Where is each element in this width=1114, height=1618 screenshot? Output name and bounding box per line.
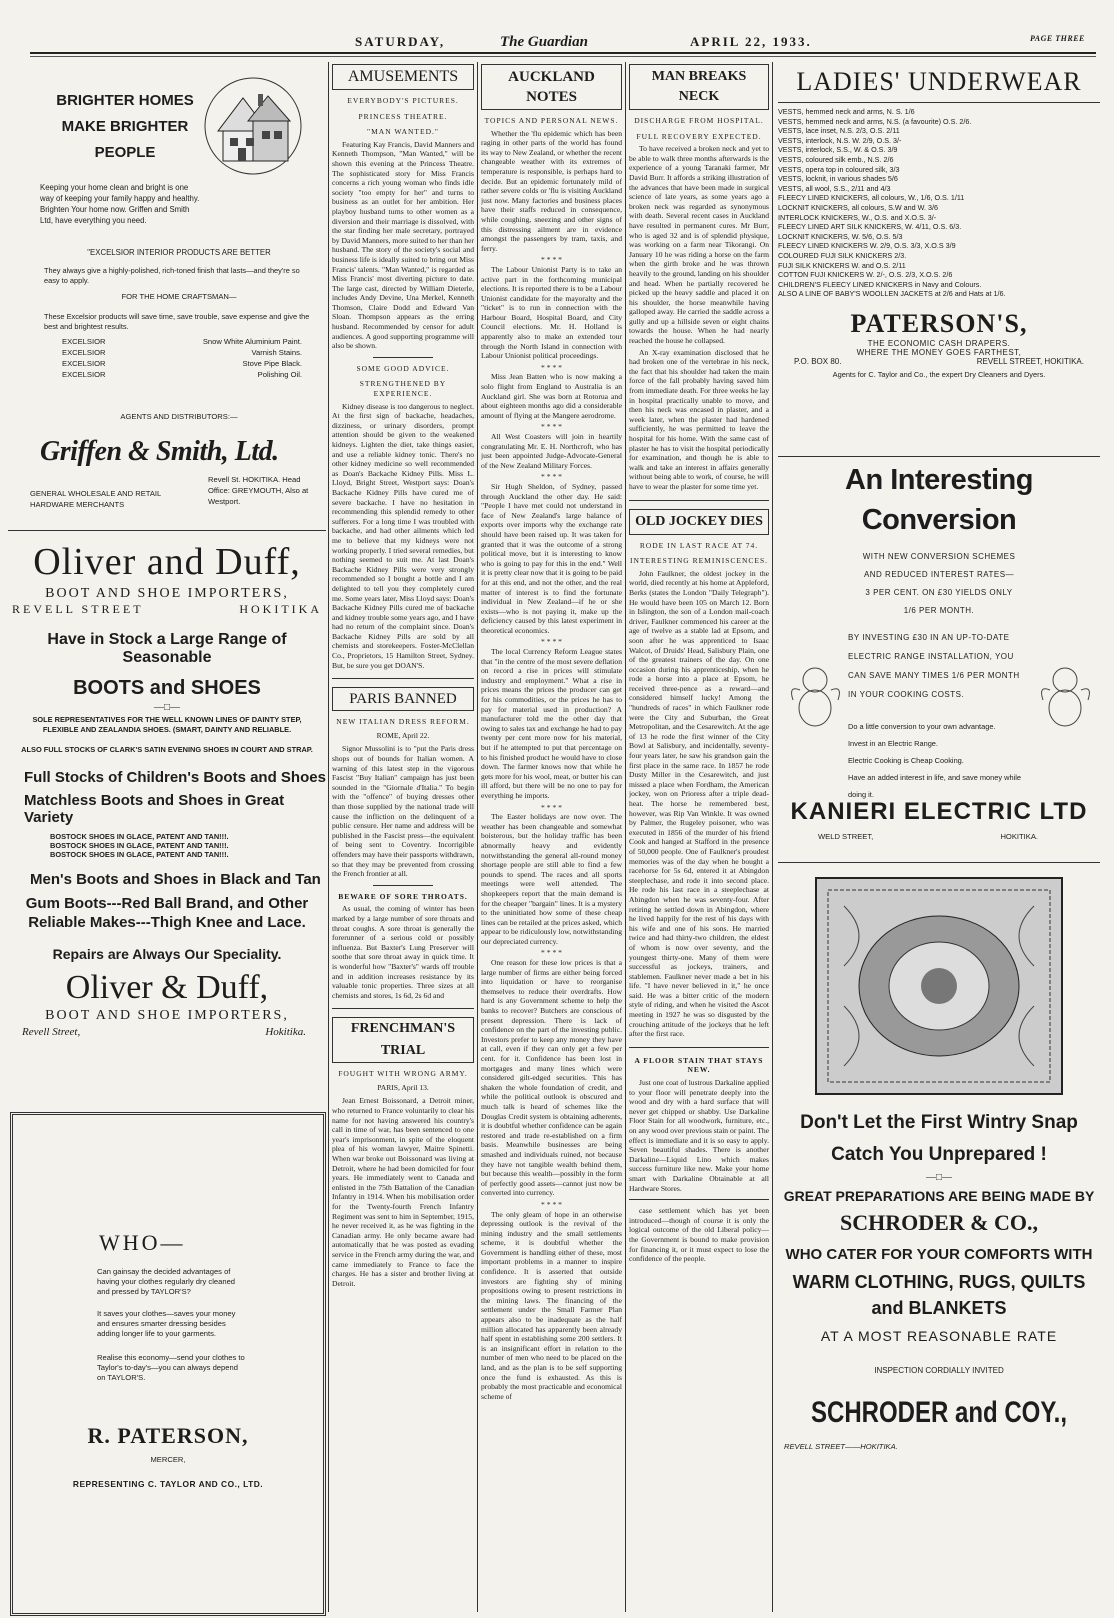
ad-line: Have an added interest in life, and save money while doing it. (848, 773, 1021, 799)
masthead-day: SATURDAY, (355, 34, 446, 49)
article-body: Featuring Kay Francis, David Manners and Kenneth Thompson, "Man Wanted," will be shown this evening at the Princess Theatre. The sophisticated story for Miss Francis concerns a rich young woman who finds idle society "too empty for her" and turns to business as an outlet for her ambition. Her playboy husband turns to other women as a diversion and their marriage is dissolved, with the star finding her male secretary, portrayed by David Manners, more suited to her than her husband. The story of the society's social and business life is ideally suited to bring out Miss Francis' talents. "Man Wanted," is regarded as Miss Francis' most diverting picture to date. The large cast, directed by William Dieterle, includes Andy Devine, Una Merkel, Kenneth Thomson, Claire Dodd and Edward Van Sloan. Thompson appears as the erring husband. Recommended by censor for adult audiences. A good supporting programme will also be shown. (332, 139, 474, 351)
ad-headline-5: WARM CLOTHING, RUGS, QUILTS (792, 1272, 1086, 1292)
price-list (778, 107, 1100, 299)
ad-line: Electric Cooking is Cheap Cooking. (848, 756, 964, 765)
article-body: Whether the 'flu epidemic which has been raging in other parts of the world has found its way to New Zealand, or whether the recent changeable weather with its extremes of temperature is responsible, is perhaps hard to decide. But an epidemic fortunately mild of rather severe colds or 'flu is visiting Auckland just now. Many factories and business places have their staffs reduced in consequence, while coughing, sneezing and other signs of this distressing ailment are in evidence amongst the passengers by tram, taxis, and ferry. (481, 128, 622, 253)
article-heading: BEWARE OF SORE THROATS. (338, 891, 468, 901)
article-heading: A FLOOR STAIN THAT STAYS NEW. (634, 1055, 764, 1075)
article-heading: AMUSEMENTS (332, 64, 474, 90)
article-sub: INTERESTING REMINISCENCES. (629, 556, 769, 566)
product-list (62, 336, 302, 380)
article-sub: FULL RECOVERY EXPECTED. (636, 131, 762, 141)
ad-headline-1: BRIGHTER HOMES (56, 92, 194, 109)
product-row: EXCELSIOR Stove Pipe Black. (62, 359, 302, 368)
ad-headline-3: PEOPLE (94, 144, 156, 161)
ad-griffen-smith (30, 70, 320, 520)
list-item: VESTS, interlock, S.S., W. & O.S. 3/9 (778, 145, 898, 155)
firm-tag-2: WHERE THE MONEY GOES FARTHEST, (856, 347, 1022, 357)
ad-line: 1/6 PER MONTH. (903, 606, 975, 615)
list-item: LOCKNIT KNICKERS, all colours, S.W and W. 3/6 (778, 202, 939, 212)
product-row: EXCELSIOR Polishing Oil. (62, 370, 302, 379)
list-item: LOCKNIT KNICKERS, W. 5/6, O.S. 5/3 (778, 231, 903, 241)
firm-rep: REPRESENTING C. TAYLOR AND CO., LTD. (72, 1479, 264, 1489)
ad-oliver-duff (8, 540, 326, 1100)
firm-street: REVELL STREET (12, 602, 144, 616)
list-item: FLEECY LINED KNICKERS, all colours, W., 1/6, O.S. 1/11 (778, 193, 965, 203)
list-item: VESTS, hemmed neck and arms, N.S. (a favourite) O.S. 2/6. (778, 116, 972, 126)
mens-line: Men's Boots and Shoes in Black and Tan (30, 871, 321, 888)
bostock-line: BOSTOCK SHOES IN GLACE, PATENT AND TAN!!!. (50, 832, 229, 841)
ad-sub-left: GENERAL WHOLESALE AND RETAIL HARDWARE MERCHANTS (30, 489, 161, 509)
article-body: The Easter holidays are now over. The weather has been changeable and somewhat boisterous, but the holiday traffic has been abnormally heavy and evidently notwithstanding the general all-round money shortage people are still able to find a few pounds to spend. The races and all sports meetings were well attended. The shopkeepers report that the main demand is for the cheaper "bargain" lines. It is a mystery to the uninitiated how some of these cheap lines can be retailed at the prices asked, which appear to be ridiculously low, notwithstanding our depreciated currency. (481, 812, 622, 946)
list-item: CHILDREN'S FLEECY LINED KNICKERS in Navy and Colours. (778, 279, 982, 289)
ad-headline-6: and BLANKETS (871, 1298, 1007, 1318)
article-body: As usual, the coming of winter has been marked by a large number of sore throats and throat coughs. A sore throat is generally the forerunner of a serious cold or possibly influenza. But Baxter's Lung Preserver will soothe that sore throat away in quick time. It is wonderful how "Baxter's" wards off trouble and in addition increases resistance by its valuable tonic properties. Three sizes at all chemists and stores, 1s 6d, 2s 6d and (332, 904, 474, 1000)
ad-line: 3 PER CENT. ON £30 YIELDS ONLY (865, 588, 1013, 597)
list-item: INTERLOCK KNICKERS, W., O.S. and X.O.S. 3/- (778, 212, 937, 222)
ad-body-2: These Excelsior products will save time, save trouble, save expense and give the best and brightest results. (44, 312, 310, 331)
ad-headline-2: Catch You Unprepared ! (831, 1144, 1047, 1165)
list-item: VESTS, lace inset, N.S. 2/3, O.S. 2/11 (778, 126, 900, 136)
article-body: Kidney disease is too dangerous to neglect. At the first sign of backache, headaches, dizziness, or urinary disorders, prompt attention should be given to the weakened kidneys. Lighten the diet, take things easier, and use a reliable kidney tonic. There's no other kidney medicine so well recommended as Doan's Backache Kidney Pills. Miss L. Lloyd, Bright Street, Westport says: Doan's Backache Kidney Pills have cured me of severe backache. I have no hesitation in recommending this splendid remedy to other sufferers. For a long time I was troubled with backache, and had other ailments which led me to believe that my kidneys were not working properly. I tried several remedies, but nothing seemed to suit me. At last Doan's Backache Kidney Pills were very strongly recommended so I bought a bottle and I am delighted to tell you they completely cured me. Some years later, Miss Lloyd says: Doan's Backache Kidney Pills cured me of backache and kidney trouble some years ago, and I have had no return of the complaint since. Doan's Backache Kidney Pills are sold by all chemists and storekeepers. Foster-McClellan Co., Proprietors, 15 Hamilton Street, Sydney. But, be sure you get DOAN'S. (332, 401, 474, 670)
article-heading: FRENCHMAN'S TRIAL (332, 1017, 474, 1063)
article-body: John Faulkner, the oldest jockey in the world, died recently at his home at Appleford, Berks (states the London "Daily Telegraph"). He would have been 105 on March 12. Born in Islington, the son of a London mail-coach driver, Faulkner commenced his career at the age of twelve as a stable lad at Epsom, and soon after he was apprenticed to Isaac Walcot, of Druids' Head, Salisbury Plain, one of the greatest trainers of the day. On one occasion during his apprenticeship, when he rode a horse into a place at Epsom, he received three-pence as a reward—and considered himself lucky! Among the "hundreds of races" in which Faulkner rode were the City and Suburban, the Great Metropolitan, and the Cesarewitch. At the age of 13 he rode the first winner of the City Bowl at Salisbury, and incidentally, seventy-four years later, he saw his grandson gain the first place in the same race. In 1857 he rode Dusty Miller in the Cesarewitch, and just missed a place when Fordham, the American jockey, won on Prioress after a triple dead-heat. The horse he remembered best, however, was Rip Van Winkle. It was owned by Palmer, the Rugeley poisoner, who was executed in 1856 of the murder of his friend Cook and hanged at Stafford in the presence of 50,000 people. One of Faulkner's proudest memories was of the day when he bought a racehorse for 5s 6d, entered it at Abingdon steeplechase, and rode it into second place. He rode his last race in a steeplechase at Abingdon when he was seventy-four. After retiring he settled down in Abingdon, where he lived happily for the rest of his days with his wife and one of his sons. He married twice and had thirty-two children, the eldest of whom is now over seventy, and the youngest thirty-one. Many of them were successful as jockeys, trainers, and stablemen. Faulkner never made a bet in his life. "I have never believed in it," he once said. He was a bitter critic of the modern style of riding, and when he visited the Ascot meeting in 1927 he was so disgusted by the crouching attitude of the jockeys that he left after the first race. (629, 568, 769, 1039)
ad-r-paterson (10, 1112, 326, 1616)
column-amusements (332, 64, 474, 1610)
article-body: Jean Ernest Boissonard, a Detroit miner, who returned to France voluntarily to clear his name for not having answered his country's call in time of war, has been sentenced to one year's imprisonment, in spite of the eloquent plea of his woman lawyer, Maitre Spinetti. When war broke out Boissonard was living at Detroit, where he had been domiciled for four years. He immediately went to Canada and enlisted in the 75th Battalion of the Canadian Infantry in 1914. When his mobilisation order for the Twenty-fourth French Infantry Regiment was sent to him in September, 1915, he never received it, as he was fighting in the Canadian army. He only became aware had automatically that he was posted as evading service in the French army during the war, and came immediately to France to face the charges. He has a sister and brother living at Detroit. (332, 1096, 474, 1288)
article-heading: SOME GOOD ADVICE. (356, 363, 450, 373)
ad-body-1: They always give a highly-polished, rich-toned finish that lasts—and they're so easy to apply. (44, 266, 300, 285)
article-heading: AUCKLAND NOTES (481, 64, 622, 110)
article-body: An X-ray examination disclosed that he had broken one of the vertebrae in his neck, the fact that his shoulder had taken the main force of the fall probably having saved him from immediate death. For three weeks he lay in hospital practically unable to move, and then his neck was encased in plaster, and a week later, when the plaster had hardened sufficiently, he was permitted to leave the hospital for his home. With the same cast of plaster he has to visit the hospital periodically for examination, and though he is able to walk and take an interest in affairs generally without being able to work, of course, he will have to wear the plaster for some time yet. (629, 347, 769, 491)
firm-town-2: Hokitika. (265, 1026, 306, 1038)
cherub-illustration (788, 660, 843, 730)
also-line: ALSO FULL STOCKS OF CLARK'S SATIN EVENING SHOES IN COURT AND STRAP. (21, 745, 313, 754)
article-body: Sir Hugh Sheldon, of Sydney, passed through Auckland the other day. He said: "People I have met could not understand in face of New Zealand's large balance of exports over imports why the exchange rate should have been raised up. It was taken for granted that it was the outcome of a strong political move, but it is interesting to know who is going to pay for this in the end." Well it is pretty clear now that it is going to be paid for at this end, and not the other, and the real matter of interest is to find the fortunate individual in New Zealand—if he or she exists—who is not paying it, make up the deficiency caused by this latest experiment in theoretical economics. (481, 481, 622, 635)
article-heading: OLD JOCKEY DIES (629, 509, 769, 535)
stock-line: Have in Stock a Large Range of Seasonable (47, 631, 287, 666)
ornament: —□— (153, 702, 181, 713)
bostock-line: BOSTOCK SHOES IN GLACE, PATENT AND TAN!!!. (50, 850, 229, 859)
article-body: The only gleam of hope in an otherwise depressing outlook is the revival of the mining industry and the small settlements scheme, it is doubtful whether the Government is handling either of these, most important problems in a manner to inspire confidence. It is asserted that outside investors are fighting shy of mining propositions owing to present restrictions in the mining laws. The financing of the settlement under the Small Farmer Plan appears also to be inadequate as the half million allocated has apparently been already half spent in establishing some 200 settlers. It is an insignificant effort in relation to the number of men who need to be placed on the land, and as the plan is to be self supporting once the fund is exhausted. As this is probably the most practicable and economical scheme of (481, 1209, 622, 1401)
who-question: Can gainsay the decided advantages of having your clothes regularly dry cleaned and pressed by TAYLOR'S? (97, 1267, 236, 1296)
who-para-2: It saves your clothes—saves your money and ensures smarter dressing besides adding longer life to your garments. (97, 1309, 236, 1338)
sole-reps: SOLE REPRESENTATIVES FOR THE WELL KNOWN LINES OF DAINTY STEP, FLEXIBLE AND ZEALANDIA SHOES. (SMART, DAINTY AND RELIABLE. (32, 715, 302, 734)
article-body: The Labour Unionist Party is to take an active part in the forthcoming municipal elections. It is reported there is to be a Labour Unionist candidate for the mayoralty and the "ticket" is to run in connection with the Harbour Board, Hospital Board, and City Council elections. Mr. H. Holland is apparently also to make an extended tour through the North Island in connection with Labour Unionist political proceedings. (481, 264, 622, 361)
ad-kanieri-electric (778, 460, 1100, 860)
firm-trade: BOOT AND SHOE IMPORTERS, (45, 586, 289, 601)
article-sub: "MAN WANTED." (367, 127, 439, 137)
repairs-line: Repairs are Always Our Speciality. (52, 946, 282, 962)
cherub-illustration (1038, 660, 1093, 730)
firm-street: REVELL STREET——HOKITIKA. (784, 1442, 898, 1451)
product-row: EXCELSIOR Snow White Aluminium Paint. (62, 337, 302, 346)
article-body: case settlement which has yet been introduced—though of course it is only the logical outcome of the old Liberal policy—the Government is bound to make provision for financing it, or it must expect to lose the confidence of the people. (629, 1206, 769, 1264)
blanket-illustration (814, 876, 1064, 1096)
article-body: To have received a broken neck and yet to be able to walk three months afterwards is the experience of a young Taranaki farmer, Mr David Burr. It affords a striking illustration of the advances that have been made in surgical science of late years, as some years ago a broken neck was regarded as synonymous with death. Several recent cases in Auckland have resulted in permanent cures. Mr Burr, who is aged 32 and is of splendid physique, was working on a farm near Tikorangi. On January 10 he was riding a horse on the farm when the girth broke and he was thrown heavily to the ground, landing on his shoulder and head. When he partially recovered he picked up the heavy saddle and placed it on his shoulder, the horse meanwhile having galloped away. He carried the saddle across a gully and up a hillside seven or eight chains towards the house. When he had nearly reached the house he collapsed. (629, 144, 769, 346)
article-sub: EVERYBODY'S PICTURES. (347, 96, 459, 105)
boots-line: BOOTS and SHOES (73, 677, 261, 699)
article-sub: FOUGHT WITH WRONG ARMY. (338, 1069, 468, 1079)
firm-tag-1: THE ECONOMIC CASH DRAPERS. (867, 338, 1011, 348)
article-dateline: ROME, April 22. (376, 730, 430, 740)
list-item: VESTS, all wool, S.S., 2/11 and 4/3 (778, 183, 891, 193)
firm-box: P.O. BOX 80. (794, 356, 842, 366)
firm-town: HOKITIKA (239, 602, 322, 616)
gum-line: Gum Boots---Red Ball Brand, and Other Reliable Makes---Thigh Knee and Lace. (25, 895, 309, 931)
ad-paterson-drapers (778, 64, 1100, 454)
article-body: All West Coasters will join in heartily congratulating Mr. E. H. Northcroft, who has just been appointed Judge-Advocate-General of the New Zealand Military Forces. (481, 432, 622, 470)
list-item: FLEECY LINED KNICKERS W. 2/9, O.S. 3/3, X.O.S 3/9 (778, 241, 956, 251)
ornament: —□— (925, 1172, 953, 1183)
masthead-page: PAGE THREE (1030, 34, 1085, 43)
list-item: VESTS, opera top in coloured silk, 3/3 (778, 164, 900, 174)
firm-town: HOKITIKA. (1000, 832, 1038, 841)
masthead-title: The Guardian (500, 34, 588, 50)
firm-name-2: SCHRODER and COY., (810, 1396, 1068, 1429)
article-sub: DISCHARGE FROM HOSPITAL. (634, 116, 764, 125)
firm-name: Griffen & Smith, Ltd. (40, 436, 279, 467)
ad-headline-3: GREAT PREPARATIONS ARE BEING MADE BY (783, 1188, 1095, 1204)
ad-for: FOR THE HOME CRAFTSMAN— (121, 292, 237, 301)
ad-line: Do a little conversion to your own advantage. (848, 722, 996, 731)
firm-street-2: Revell Street, (22, 1026, 81, 1038)
article-body: One reason for these low prices is that a large number of firms are either being forced into liquidation or have to reorganise themselves to reduce their overdrafts. How hard is any Government scheme to help the banks to recover? Butchers are conscious of present depression. There is lack of confidence on the part of the investing public. Investors prefer to keep any money they have at call, even if they can only get a few per cent. for it. Confidence has been lost in mortgages and many lines which were considered gilt-edged securities. This has shaken the whole foundation of credit, and while the political outlook is obscured and much talk is heard of schemes like the Douglas Credit system is obtaining adherents, it is doubtful whether confidence can be again restored and trade re-established on a firm basis. Meanwhile businesses are being smashed and individuals ruined, not because they have not tangible wealth behind them, but because this wealth—possibly in the form of perfectly good assets—cannot just now be converted into currency. (481, 958, 622, 1198)
firm-name-2: Oliver & Duff, (65, 969, 269, 1006)
matchless-line: Matchless Boots and Shoes in Great Variety (24, 792, 285, 826)
ad-sub-right: Revell St. HOKITIKA. Head Office: GREYMOUTH, Also at Westport. (208, 475, 309, 506)
list-item: FUJI SILK KNICKERS W. and O.S. 2/11 (778, 260, 906, 270)
firm-agents: Agents for C. Taylor and Co., the expert Dry Cleaners and Dyers. (832, 369, 1046, 379)
firm-trade-2: BOOT AND SHOE IMPORTERS, (45, 1008, 289, 1023)
who-heading: WHO— (99, 1230, 186, 1255)
article-sub: TOPICS AND PERSONAL NEWS. (484, 116, 619, 125)
ad-heading: LADIES' UNDERWEAR (778, 64, 1100, 103)
list-item: COTTON FUJI KNICKERS W. 2/-, O.S. 2/3, X.O.S. 2/6 (778, 270, 953, 280)
who-para-3: Realise this economy—send your clothes to Taylor's to-day's—you can always depend on TAYLOR'S. (97, 1353, 245, 1382)
column-auckland: AUCKLAND NOTES TOPICS AND PERSONAL NEWS. Whether the 'flu epidemic which has been raging in other parts of the world has found its way to New Zealand, or whether the recent changeable weather with its extremes of temperature is responsible, is perhaps hard to decide. But an epidemic fortunately mild of rather severe colds or 'flu is visiting Auckland just now. Many factories and business places have their staffs reduced in consequence, while coughing, sneezing and other signs of this distressing ailment are in evidence amongst the passengers by tram, taxis, and ferry. * * * * The Labour Unionist Party is to take an active part in the forthcoming municipal elections. It is reported there is to be a Labour Unionist candidate for the mayoralty and the "ticket" is to run in connection with the Harbour Board, Hospital Board, and City Council elections. Mr. H. Holland is apparently also to make an extended tour through the North Island in connection with Labour Unionist political proceedings. * * * * Miss Jean Batten who is now making a solo flight from England to Australia is an Auckland girl. She was born at Rotorua and about eighteen months ago did a considerable amount of flying at the Mangere aerodrome. * * * * All West Coasters will join in heartily congratulating Mr. E. H. Northcroft, who has just been appointed Judge-Advocate-General of the New Zealand Military Forces. * * * * Sir Hugh Sheldon, of Sydney, passed through Auckland the other day. He said: "People I have met could not understand in face of New Zealand's large balance of exports over imports why the exchange rate should have been raised up. It was taken for granted that it was the outcome of a strong political move, but it is interesting to know who is going to pay for this in the end." Well it is pretty clear now that it is going to be paid for at this end, and not the other, and the real matter of interest is to find the fortunate individual in New Zealand—if he or she exists—who is not paying it, make up the deficiency caused by this latest experiment in theoretical economics. * * * * The local Currency Reform League states that "in the centre of the most severe deflation on record a rise in prices will stimulate industry and employment." What a rise in prices means the prices the producer can get for his commodities, or the prices he has to pay for material used in production? A manufacturer told me the other day that owing to sales tax and exchange he had to pay twenty per cent more now for his material, but if he attempted to put that percentage on to his finished product he would have to close down. The farmer knows now that while he gets more for his wool, meat, or butter his can ill afford, but there will be no one to pay for everything he imports. * * * * The Easter holidays are now over. The weather has been changeable and somewhat boisterous, but the holiday traffic has been abnormally heavy and evidently notwithstanding the general all-round money shortage people are still able to find a few pounds to spend. The races and all sports meetings were well attended. The shopkeepers report that the main demand is for the cheaper "bargain" lines. It is a mystery to the uninitiated how some of these cheap lines can be retailed at the prices asked, which appear to be ridiculously low, notwithstanding our depreciated currency. * * * * One reason for these low prices is that a large number of firms are either being forced into liquidation or have to reorganise themselves to reduce their overdrafts. How hard is any Government scheme to help the banks to recover? Butchers are conscious of present depression. There is lack of confidence on the part of the investing public. Investors prefer to keep any money they have at call, even if they can only get a few per cent. for it. Confidence has been lost in mortgages and many lines which were considered gilt-edged securities. This has shaken the whole foundation of credit, and while the political outlook is obscured and much talk is heard of schemes like the Douglas Credit system is obtaining adherents, it is doubtful whether confidence can be again restored and trade re-established on a firm basis. Meanwhile businesses are being smashed and individuals ruined, not because they have not tangible wealth behind them, but because this wealth—possibly in the form of perfectly good assets—cannot just now be converted into currency. * * * * The only gleam of hope in an otherwise depressing outlook is the revival of the mining industry and the small settlements scheme, it is doubtful whether the Government is handling either of these, most important problems in a manner to inspire confidence. It is asserted that outside investors are fighting shy of mining propositions owing to present restrictions in the mining laws. The financing of the settlement under the Small Farmer Plan appears also to be inadequate as the half million allocated has apparently been already half spent in establishing some 200 settlers. It is an insignificant effort in relation to the number of men who need to be placed on the land, and as the plan is to be self supporting once the fund is exhausted. As this is probably the most practicable and economical scheme of (481, 64, 622, 1610)
list-item: VESTS, locknit, in various shades 5/6 (778, 174, 898, 184)
children-line: Full Stocks of Children's Boots and Shoes (24, 769, 326, 786)
ad-headline-2: MAKE BRIGHTER (61, 118, 189, 135)
list-item: FLEECY LINED ART SILK KNICKERS, W. 4/11, O.S. 6/3. (778, 222, 962, 232)
ad-schroder (778, 866, 1100, 1610)
product-row: EXCELSIOR Varnish Stains. (62, 348, 302, 357)
masthead-date: APRIL 22, 1933. (690, 34, 812, 49)
list-item: ALSO A LINE OF BABY'S WOOLLEN JACKETS at 2/6 and Hats at 1/6. (778, 289, 1006, 299)
ad-inspection: INSPECTION CORDIALLY INVITED (874, 1366, 1004, 1375)
ad-slogan: "EXCELSIOR INTERIOR PRODUCTS ARE BETTER (87, 248, 271, 257)
ad-headline-7: AT A MOST REASONABLE RATE (820, 1328, 1058, 1344)
article-body: Miss Jean Batten who is now making a solo flight from England to Australia is an Auckland girl. She was born at Rotorua and about eighteen months ago did a considerable amount of flying at the Mangere aerodrome. (481, 372, 622, 420)
firm-name: PATERSON'S, (850, 308, 1028, 338)
firm-name: KANIERI ELECTRIC LTD (790, 798, 1088, 825)
column-neck (629, 64, 769, 1610)
house-illustration (198, 76, 308, 176)
article-body: Just one coat of lustrous Darkaline applied to your floor will penetrate deeply into the wood and dry with a hard surface that will never get chipped or shabby. Use Darkaline Floor Stain for all woodwork, furniture, etc., on any wood over previous stain or paint. The effect is immediate and it is so easy to apply. Seven beautiful shades. There is another Darkaline—Liquid Lino which makes success furniture like new. Make your home smart with Darkaline Obtainable at all Hardware Stores. (629, 1078, 769, 1193)
ad-line: WITH NEW CONVERSION SCHEMES (862, 552, 1016, 561)
ad-headline-4: WHO CATER FOR YOUR COMFORTS WITH (785, 1246, 1093, 1263)
bostock-line: BOSTOCK SHOES IN GLACE, PATENT AND TAN!!!. (50, 841, 229, 850)
firm-name: SCHRODER & CO., (839, 1210, 1038, 1235)
article-sub: RODE IN LAST RACE AT 74. (639, 540, 759, 550)
firm-mercer: MERCER, (150, 1455, 186, 1464)
masthead (0, 0, 1114, 60)
firm-street: WELD STREET, (818, 832, 874, 841)
ad-body: BY INVESTING £30 IN AN UP-TO-DATE ELECTRIC RANGE INSTALLATION, YOU CAN SAVE MANY TIMES 1/6 PER MONTH IN YOUR COOKING COSTS. (848, 633, 1020, 699)
list-item: COLOURED FUJI SILK KNICKERS 2/3. (778, 250, 907, 260)
list-item: VESTS, coloured silk emb., N.S. 2/6 (778, 154, 894, 164)
ad-agents: AGENTS AND DISTRIBUTORS:— (120, 412, 238, 421)
article-heading: PARIS BANNED (332, 687, 474, 711)
ad-line: AND REDUCED INTEREST RATES— (863, 570, 1015, 579)
article-body: The local Currency Reform League states that "in the centre of the most severe deflation on record a rise in prices will stimulate industry and employment." What a rise in prices means the prices the producer can get for his commodities, or the prices he has to pay for material used in production? A manufacturer told me the other day that owing to sales tax and exchange he had to pay twenty per cent more now for his material, but if he attempted to put that percentage on to his finished product he would have to close down. The farmer knows now that while he gets more for his wool, meat, or butter his can ill afford, but there will be no one to pay for everything he imports. (481, 647, 622, 800)
firm-name: Oliver and Duff, (33, 541, 301, 583)
ad-headline-1: Don't Let the First Wintry Snap (800, 1112, 1078, 1133)
ad-intro: Keeping your home clean and bright is one way of keeping your family happy and healthy. Brighten Your home now. Griffen and Smith Ltd, have everything you need. (40, 183, 200, 225)
article-heading: MAN BREAKS NECK (629, 64, 769, 110)
list-item: VESTS, hemmed neck and arms, N. S. 1/6 (778, 107, 915, 116)
article-sub: NEW ITALIAN DRESS REFORM. (336, 717, 470, 727)
article-dateline: PARIS, April 13. (377, 1082, 429, 1092)
ad-heading: An Interesting Conversion (845, 464, 1033, 536)
list-item: VESTS, interlock, N.S. W. 2/9, O.S. 3/- (778, 135, 902, 145)
firm-name: R. PATERSON, (87, 1423, 249, 1448)
article-sub: STRENGTHENED BY EXPERIENCE. (359, 379, 447, 399)
ad-line: Invest in an Electric Range. (848, 739, 938, 748)
article-sub: PRINCESS THEATRE. (358, 111, 448, 121)
firm-address: REVELL STREET, HOKITIKA. (976, 356, 1084, 366)
article-body: Signor Mussolini is to "put the Paris dress shops out of bounds for Italian women. A warning of this latest step in the vigorous Fascist "Buy Italian" campaign has just been sounded in the "Giornale d'Italia." To begin with the "offence" of buying dresses other than those supplied by the national trade will cause the infliction on the delinquent of a public censure. Her name and address will be published in the Fascist press—the equivalent of being sent to Coventry. Incorrigible offenders may have their passports withdrawn, so that they may be prevented from crossing the French frontier at all. (332, 744, 474, 879)
